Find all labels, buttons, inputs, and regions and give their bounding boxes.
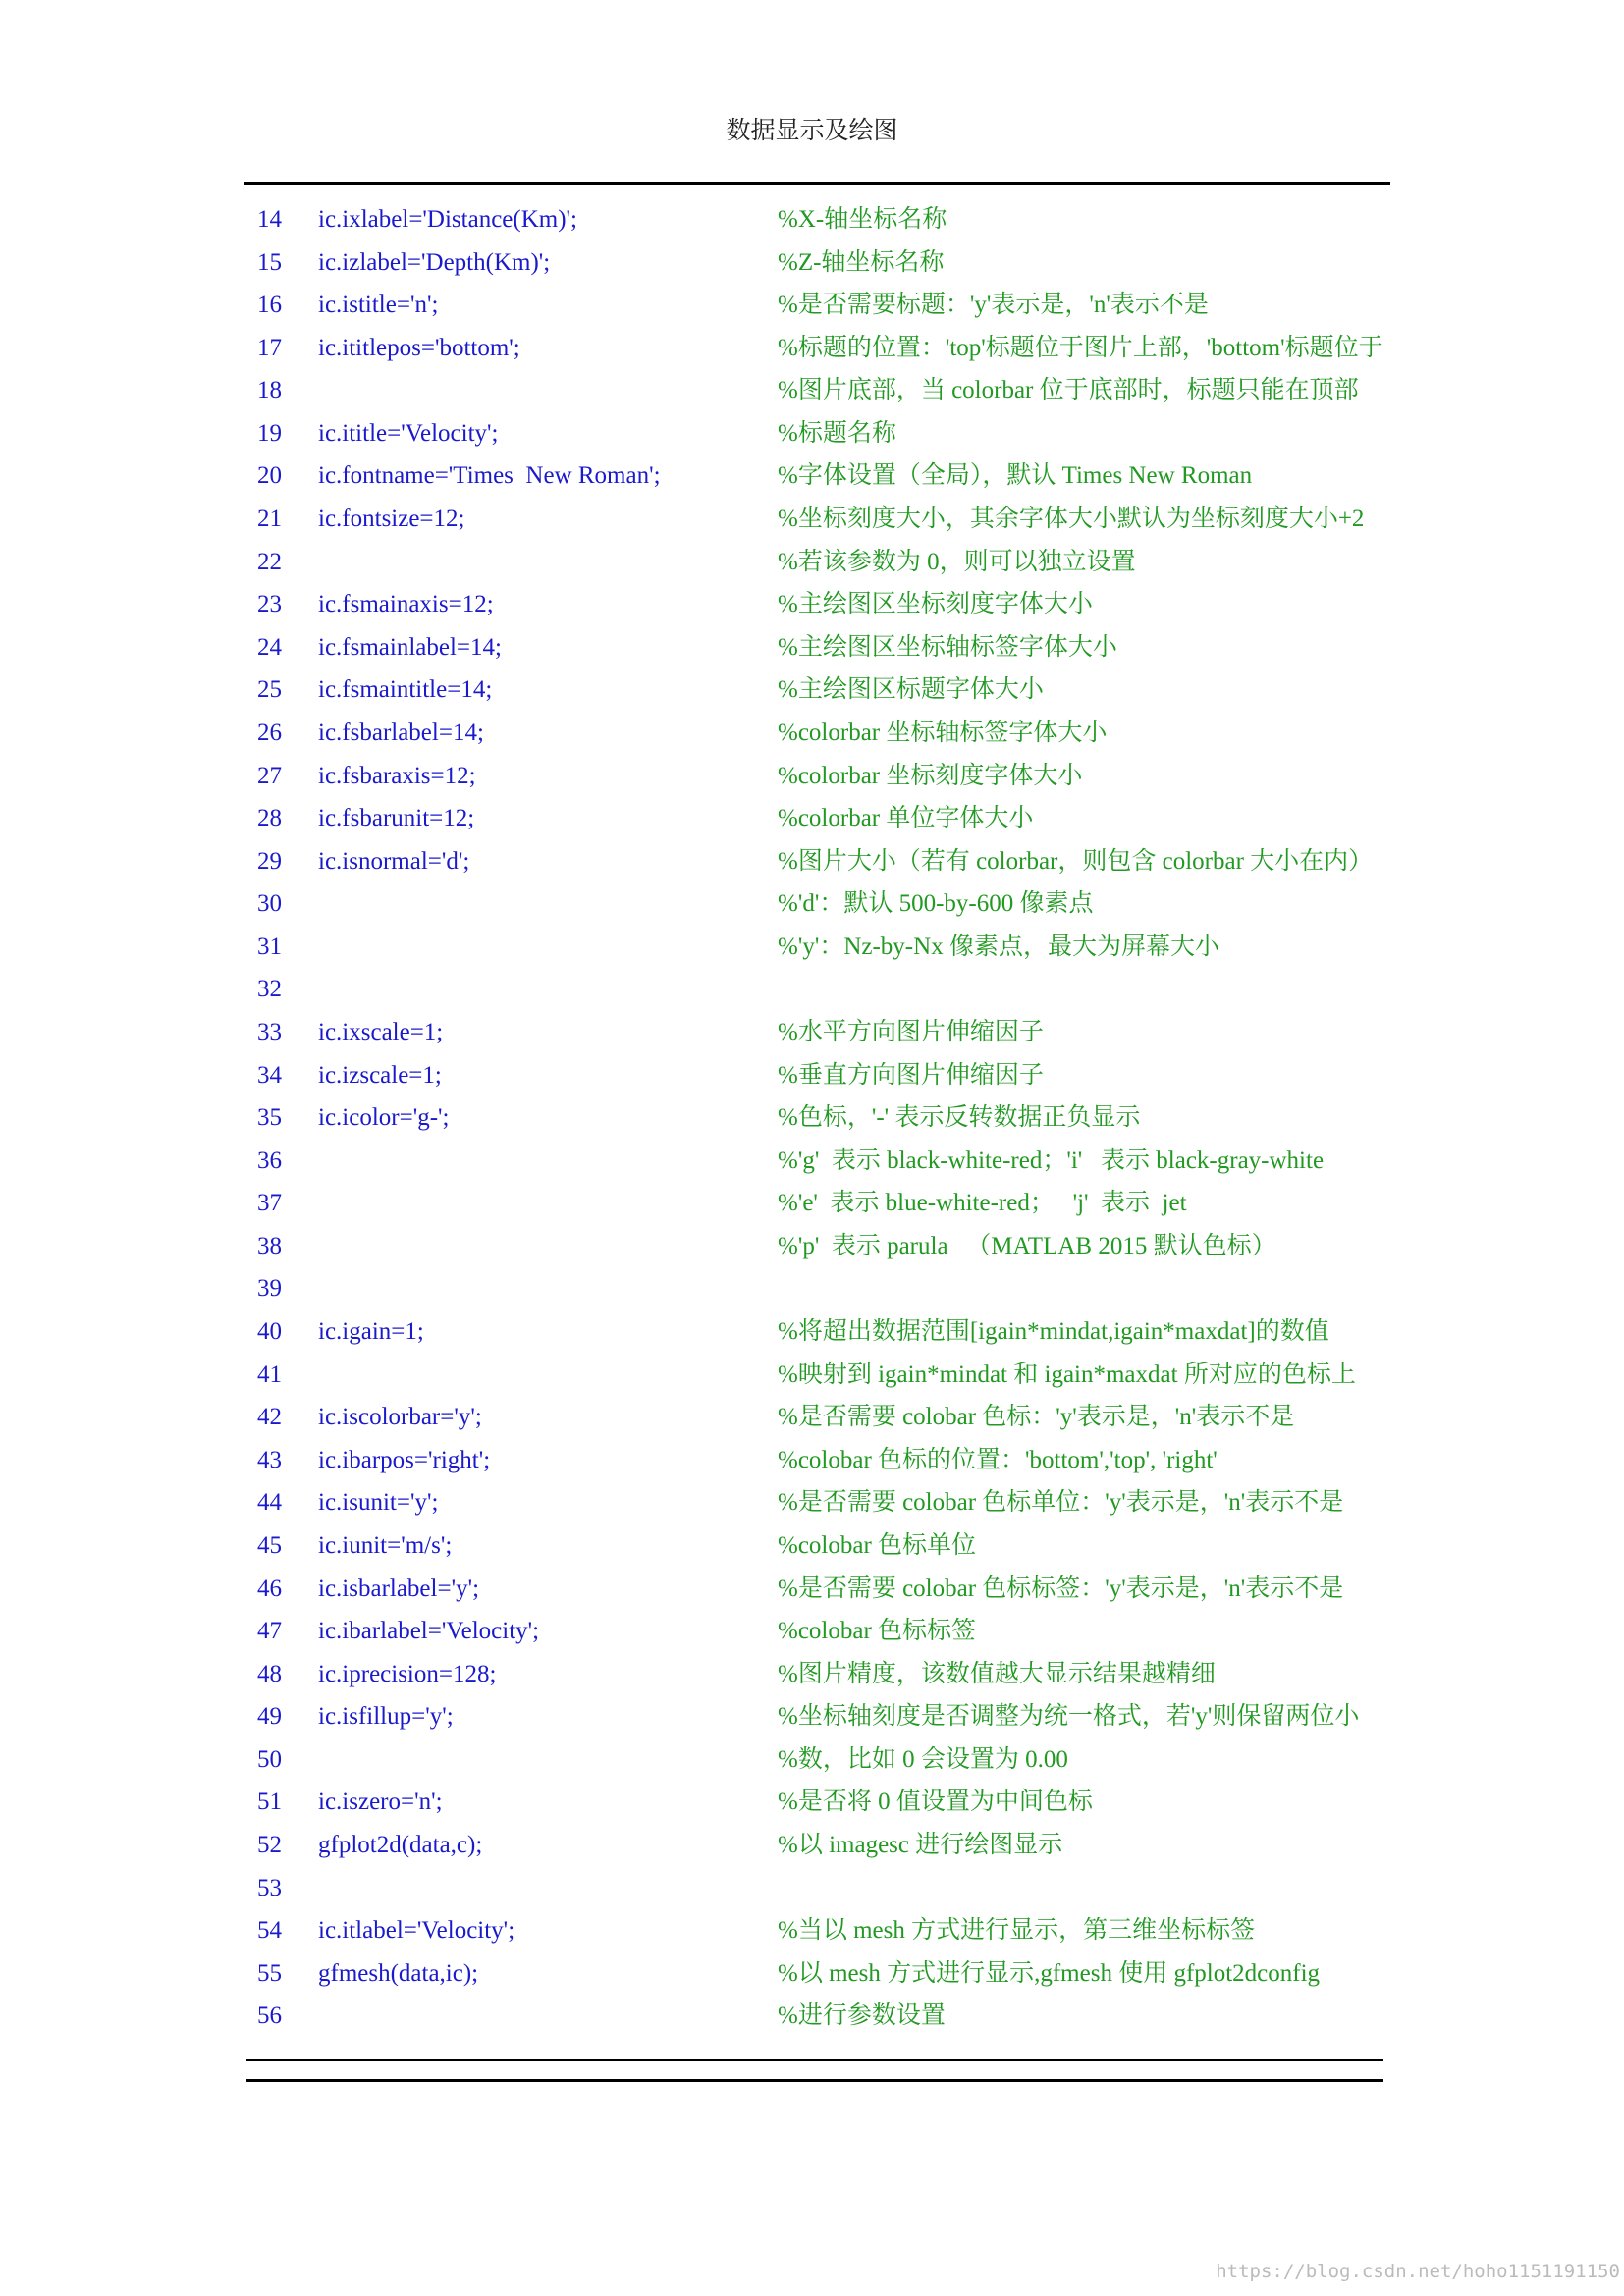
- line-number: 35: [257, 1104, 282, 1132]
- line-number: 51: [257, 1789, 282, 1816]
- line-number: 53: [257, 1874, 282, 1901]
- code-line: [0, 712, 1624, 755]
- comment-text: %主绘图区坐标刻度字体大小: [778, 591, 1093, 618]
- line-number: 26: [257, 719, 282, 746]
- code-line: [0, 498, 1624, 541]
- code-text: ic.isnormal='d';: [318, 847, 470, 875]
- comment-text: %坐标刻度大小，其余字体大小默认为坐标刻度大小+2: [778, 506, 1365, 533]
- line-number: 15: [257, 248, 282, 276]
- code-text: ic.icolor='g-';: [318, 1104, 450, 1132]
- line-number: 18: [257, 377, 282, 404]
- comment-text: %标题的位置：'top'标题位于图片上部，'bottom'标题位于: [778, 334, 1383, 361]
- comment-text: %'e' 表示 blue-white-red； 'j' 表示 jet: [778, 1190, 1187, 1217]
- comment-text: %标题名称: [778, 419, 896, 447]
- line-number: 49: [257, 1703, 282, 1731]
- code-line: [0, 369, 1624, 412]
- code-line: [0, 1568, 1624, 1611]
- code-line: [0, 1653, 1624, 1696]
- code-text: ic.iszero='n';: [318, 1789, 443, 1816]
- comment-text: %图片底部，当 colorbar 位于底部时，标题只能在顶部: [778, 377, 1359, 404]
- code-text: ic.isfillup='y';: [318, 1703, 454, 1731]
- comment-text: %'d'：默认 500-by-600 像素点: [778, 890, 1094, 918]
- comment-text: %colorbar 单位字体大小: [778, 805, 1034, 832]
- code-text: ic.isbarlabel='y';: [318, 1575, 480, 1602]
- code-text: ic.izscale=1;: [318, 1061, 442, 1089]
- line-number: 22: [257, 548, 282, 575]
- code-line: [0, 1310, 1624, 1354]
- line-number: 25: [257, 676, 282, 704]
- code-line: [0, 1909, 1624, 1952]
- code-text: ic.iprecision=128;: [318, 1660, 497, 1687]
- line-number: 47: [257, 1618, 282, 1645]
- code-line: [0, 241, 1624, 285]
- code-line: [0, 1524, 1624, 1568]
- top-rule: [244, 182, 1390, 185]
- code-line: [0, 1610, 1624, 1653]
- code-line: [0, 1096, 1624, 1140]
- line-number: 23: [257, 591, 282, 618]
- code-text: ic.iunit='m/s';: [318, 1531, 453, 1559]
- comment-text: %'g' 表示 black-white-red；'i' 表示 black-gray-white: [778, 1147, 1325, 1174]
- line-number: 41: [257, 1361, 282, 1388]
- code-line: [0, 1738, 1624, 1782]
- code-line: [0, 1267, 1624, 1310]
- code-text: ic.ibarpos='right';: [318, 1446, 491, 1473]
- comment-text: %图片精度，该数值越大显示结果越精细: [778, 1660, 1216, 1687]
- code-line: [0, 1225, 1624, 1268]
- code-line: [0, 1054, 1624, 1097]
- code-text: ic.izlabel='Depth(Km)';: [318, 248, 551, 276]
- code-line: [0, 1995, 1624, 2038]
- line-number: 48: [257, 1660, 282, 1687]
- code-line: [0, 668, 1624, 712]
- code-line: [0, 1182, 1624, 1225]
- comment-text: %以 imagesc 进行绘图显示: [778, 1831, 1063, 1858]
- line-number: 28: [257, 805, 282, 832]
- code-line: [0, 541, 1624, 584]
- code-text: gfmesh(data,ic);: [318, 1959, 479, 1987]
- code-line: [0, 1695, 1624, 1738]
- comment-text: %字体设置（全局），默认 Times New Roman: [778, 462, 1253, 490]
- line-number: 39: [257, 1275, 282, 1303]
- comment-text: %当以 mesh 方式进行显示，第三维坐标标签: [778, 1917, 1256, 1945]
- line-number: 32: [257, 976, 282, 1003]
- line-number: 14: [257, 206, 282, 233]
- comment-text: %水平方向图片伸缩因子: [778, 1018, 1044, 1045]
- code-listing: [0, 198, 1624, 2038]
- code-line: [0, 1867, 1624, 1910]
- comment-text: %colorbar 坐标刻度字体大小: [778, 762, 1083, 789]
- code-text: ic.iscolorbar='y';: [318, 1404, 482, 1431]
- code-text: ic.fsmaintitle=14;: [318, 676, 493, 704]
- code-line: [0, 1439, 1624, 1482]
- code-text: ic.fsmainaxis=12;: [318, 591, 494, 618]
- code-line: [0, 454, 1624, 498]
- code-line: [0, 755, 1624, 798]
- code-line: [0, 626, 1624, 669]
- code-text: ic.isunit='y';: [318, 1489, 439, 1517]
- code-text: ic.itlabel='Velocity';: [318, 1917, 515, 1945]
- line-number: 46: [257, 1575, 282, 1602]
- line-number: 20: [257, 462, 282, 490]
- comment-text: %'y'：Nz-by-Nx 像素点，最大为屏幕大小: [778, 933, 1219, 960]
- code-line: [0, 1952, 1624, 1996]
- code-line: [0, 412, 1624, 455]
- line-number: 44: [257, 1489, 282, 1517]
- line-number: 54: [257, 1917, 282, 1945]
- code-text: gfplot2d(data,c);: [318, 1831, 483, 1858]
- line-number: 40: [257, 1318, 282, 1346]
- watermark-url: https://blog.csdn.net/hoho1151191150: [1216, 2261, 1620, 2282]
- code-line: [0, 1824, 1624, 1867]
- comment-text: %'p' 表示 parula （MATLAB 2015 默认色标）: [778, 1232, 1276, 1259]
- line-number: 45: [257, 1531, 282, 1559]
- comment-text: %数，比如 0 会设置为 0.00: [778, 1745, 1068, 1773]
- line-number: 34: [257, 1061, 282, 1089]
- line-number: 56: [257, 2002, 282, 2030]
- comment-text: %映射到 igain*mindat 和 igain*maxdat 所对应的色标上: [778, 1361, 1356, 1388]
- line-number: 16: [257, 292, 282, 319]
- code-line: [0, 198, 1624, 241]
- code-text: ic.ititlepos='bottom';: [318, 334, 520, 361]
- comment-text: %若该参数为 0，则可以独立设置: [778, 548, 1136, 575]
- code-line: [0, 1354, 1624, 1397]
- line-number: 29: [257, 847, 282, 875]
- line-number: 33: [257, 1018, 282, 1045]
- line-number: 37: [257, 1190, 282, 1217]
- comment-text: %垂直方向图片伸缩因子: [778, 1061, 1044, 1089]
- comment-text: %主绘图区标题字体大小: [778, 676, 1044, 704]
- code-line: [0, 1011, 1624, 1054]
- code-text: ic.ixscale=1;: [318, 1018, 444, 1045]
- line-number: 19: [257, 419, 282, 447]
- bottom-rule-upper: [246, 2059, 1383, 2061]
- code-text: ic.istitle='n';: [318, 292, 439, 319]
- code-text: ic.fontname='Times New Roman';: [318, 462, 661, 490]
- code-text: ic.fsmainlabel=14;: [318, 633, 502, 661]
- line-number: 38: [257, 1232, 282, 1259]
- comment-text: %colobar 色标标签: [778, 1618, 977, 1645]
- page-header-title: 数据显示及绘图: [726, 116, 898, 144]
- line-number: 31: [257, 933, 282, 960]
- comment-text: %图片大小（若有 colorbar，则包含 colorbar 大小在内）: [778, 847, 1374, 875]
- code-text: ic.fsbarlabel=14;: [318, 719, 484, 746]
- code-line: [0, 968, 1624, 1011]
- line-number: 24: [257, 633, 282, 661]
- comment-text: %是否需要 colobar 色标标签：'y'表示是，'n'表示不是: [778, 1575, 1344, 1602]
- comment-text: %是否需要 colobar 色标单位：'y'表示是，'n'表示不是: [778, 1489, 1344, 1517]
- code-text: ic.ibarlabel='Velocity';: [318, 1618, 540, 1645]
- comment-text: %是否需要标题：'y'表示是，'n'表示不是: [778, 292, 1209, 319]
- code-text: ic.igain=1;: [318, 1318, 424, 1346]
- line-number: 42: [257, 1404, 282, 1431]
- line-number: 21: [257, 506, 282, 533]
- line-number: 50: [257, 1745, 282, 1773]
- comment-text: %色标，'-' 表示反转数据正负显示: [778, 1104, 1141, 1132]
- comment-text: %将超出数据范围[igain*mindat,igain*maxdat]的数值: [778, 1318, 1329, 1346]
- line-number: 55: [257, 1959, 282, 1987]
- code-text: ic.ititle='Velocity';: [318, 419, 499, 447]
- code-line: [0, 882, 1624, 926]
- code-line: [0, 583, 1624, 626]
- code-text: ic.ixlabel='Distance(Km)';: [318, 206, 577, 233]
- comment-text: %是否需要 colobar 色标：'y'表示是，'n'表示不是: [778, 1404, 1295, 1431]
- code-line: [0, 926, 1624, 969]
- comment-text: %坐标轴刻度是否调整为统一格式，若'y'则保留两位小: [778, 1703, 1360, 1731]
- line-number: 17: [257, 334, 282, 361]
- line-number: 43: [257, 1446, 282, 1473]
- code-text: ic.fontsize=12;: [318, 506, 465, 533]
- line-number: 30: [257, 890, 282, 918]
- line-number: 27: [257, 762, 282, 789]
- comment-text: %colobar 色标单位: [778, 1531, 977, 1559]
- comment-text: %以 mesh 方式进行显示,gfmesh 使用 gfplot2dconfig: [778, 1959, 1321, 1987]
- code-line: [0, 1781, 1624, 1824]
- line-number: 52: [257, 1831, 282, 1858]
- code-line: [0, 284, 1624, 327]
- bottom-rule-lower: [246, 2079, 1383, 2082]
- code-line: [0, 797, 1624, 840]
- line-number: 36: [257, 1147, 282, 1174]
- comment-text: %进行参数设置: [778, 2002, 946, 2030]
- comment-text: %colobar 色标的位置：'bottom','top', 'right': [778, 1446, 1218, 1473]
- comment-text: %是否将 0 值设置为中间色标: [778, 1789, 1093, 1816]
- code-line: [0, 1140, 1624, 1183]
- code-text: ic.fsbarunit=12;: [318, 805, 475, 832]
- code-line: [0, 840, 1624, 883]
- comment-text: %主绘图区坐标轴标签字体大小: [778, 633, 1117, 661]
- code-line: [0, 1481, 1624, 1524]
- comment-text: %X-轴坐标名称: [778, 206, 947, 233]
- comment-text: %Z-轴坐标名称: [778, 248, 945, 276]
- code-line: [0, 1396, 1624, 1439]
- code-text: ic.fsbaraxis=12;: [318, 762, 476, 789]
- comment-text: %colorbar 坐标轴标签字体大小: [778, 719, 1108, 746]
- code-line: [0, 327, 1624, 370]
